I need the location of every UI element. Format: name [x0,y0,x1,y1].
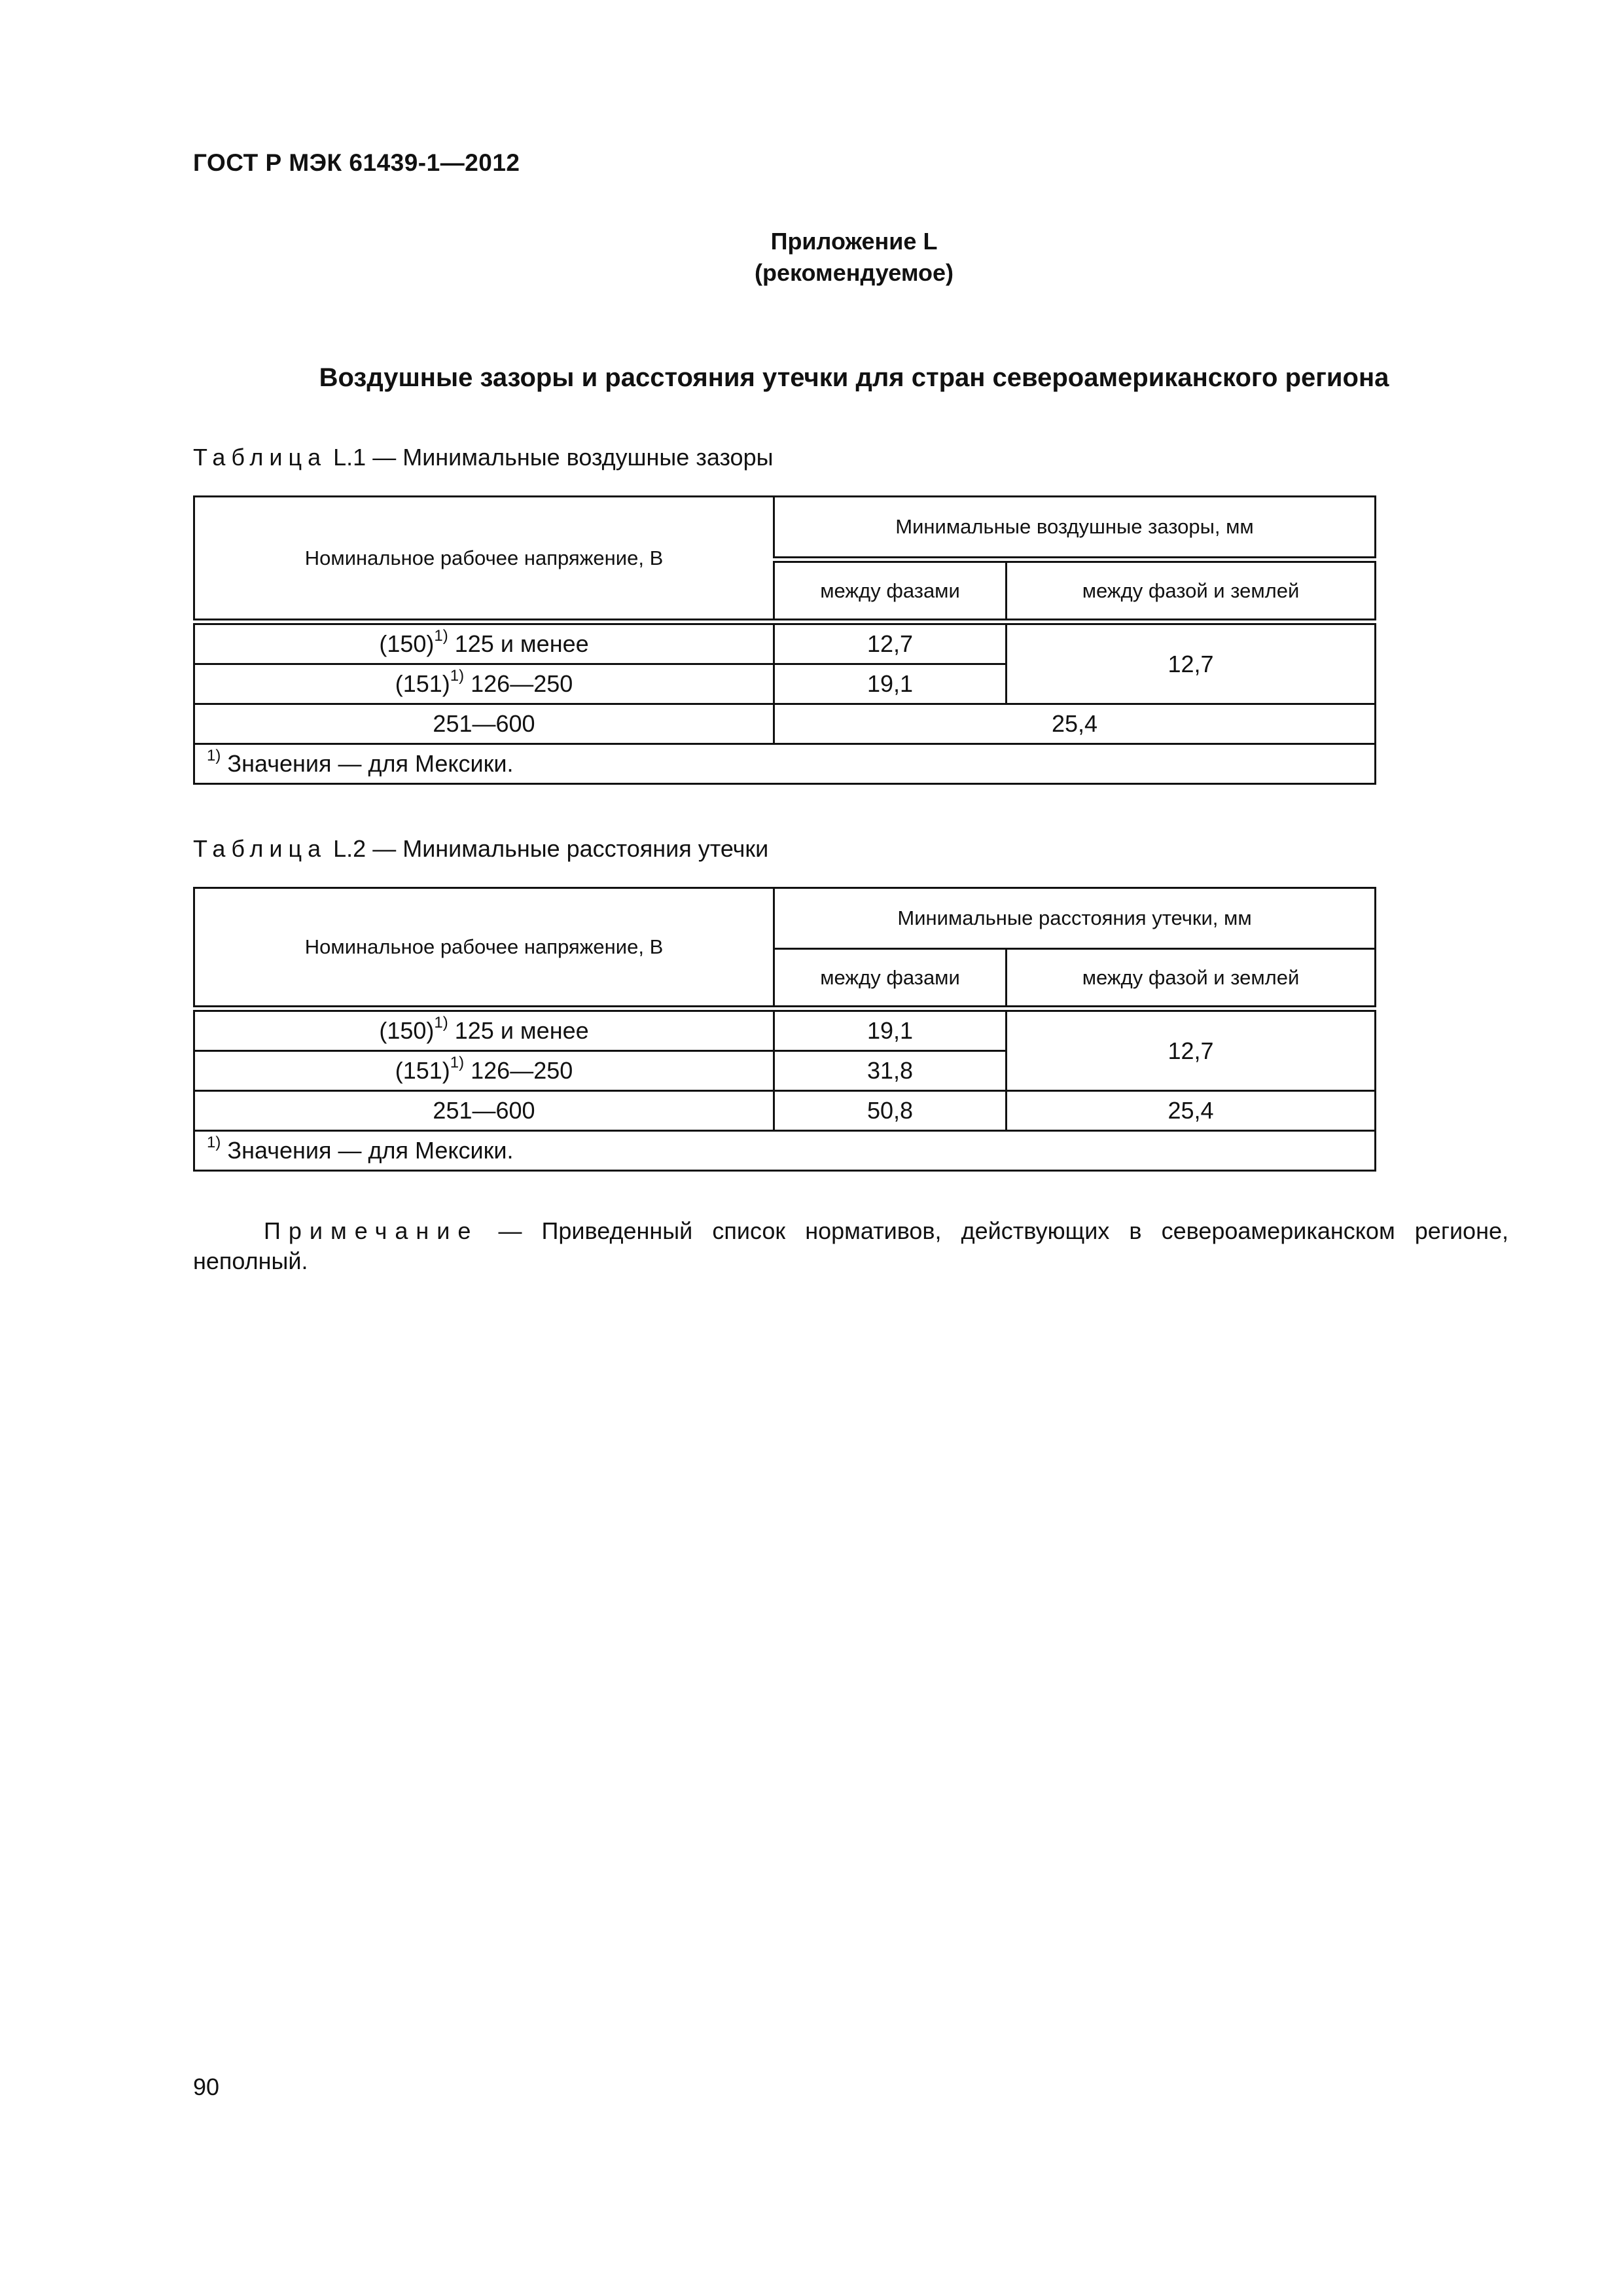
table2-row1-voltage: $(150)^{1)}$ 125 и менее [194,1009,774,1051]
table2-ground-merged: 12,7 [1007,1009,1376,1091]
table2-header-ground: между фазой и землей [1007,949,1376,1009]
table1-ground-merged: 12,7 [1007,622,1376,704]
table1-row1-voltage: $(150)^{1)}$ 125 и менее [194,622,774,664]
table2-footnote: $^{1)}$ Значения — для Мексики. [194,1131,1376,1171]
table2-row2-phase: 31,8 [774,1051,1007,1091]
document-code: ГОСТ Р МЭК 61439-1—2012 [193,149,520,176]
table1-row2-phase: 19,1 [774,664,1007,704]
table1-caption [193,444,773,471]
table-row [194,744,1376,784]
table2-creepage-distances [193,887,1376,1172]
section-title: Воздушные зазоры и расстояния утечки для стран североамериканского региона [319,363,1389,392]
table2-row2-voltage: $(151)^{1)}$ 126—250 [194,1051,774,1091]
table1-row1-phase: 12,7 [774,622,1007,664]
table-row [194,1009,1376,1051]
table-row [194,1131,1376,1171]
table1-row2-voltage: $(151)^{1)}$ 126—250 [194,664,774,704]
table2-row3-voltage: 251—600 [194,1091,774,1131]
table1-row3-voltage: 251—600 [194,704,774,744]
table1-row3-merged: 25,4 [774,704,1376,744]
table1-header-voltage: Номинальное рабочее напряжение, В [194,497,774,622]
page-number: 90 [193,2073,220,2100]
annex-title: Приложение L [770,228,938,255]
table1-caption-prefix: Таблица [193,444,327,471]
table1-header-ground: между фазой и землей [1007,560,1376,622]
note-label: Примечание [264,1217,479,1244]
table2-caption-text: L.2 — Минимальные расстояния утечки [327,835,769,862]
annex-heading [0,226,1623,289]
table2-caption [193,835,768,863]
table2-row1-phase: 19,1 [774,1009,1007,1051]
table2-row3-ground: 25,4 [1007,1091,1376,1131]
table2-header-phase: между фазами [774,949,1007,1009]
table-row [194,704,1376,744]
table1-footnote: $^{1)}$ Значения — для Мексики. [194,744,1376,784]
table2-header-voltage: Номинальное рабочее напряжение, В [194,888,774,1009]
table-row [194,622,1376,664]
table-row [194,1091,1376,1131]
table1-header-phase: между фазами [774,560,1007,622]
table2-row3-phase: 50,8 [774,1091,1007,1131]
note-paragraph [193,1216,1508,1276]
table1-caption-text: L.1 — Минимальные воздушные зазоры [327,444,774,471]
table2-header-group: Минимальные расстояния утечки, мм [774,888,1376,949]
annex-status: (рекомендуемое) [755,259,954,286]
table2-caption-prefix: Таблица [193,835,327,862]
note-text: — Приведенный список нормативов, действующих в североамериканском регионе, неполный. [193,1217,1508,1274]
table1-header-group: Минимальные воздушные зазоры, мм [774,497,1376,560]
table1-air-clearances [193,495,1376,785]
